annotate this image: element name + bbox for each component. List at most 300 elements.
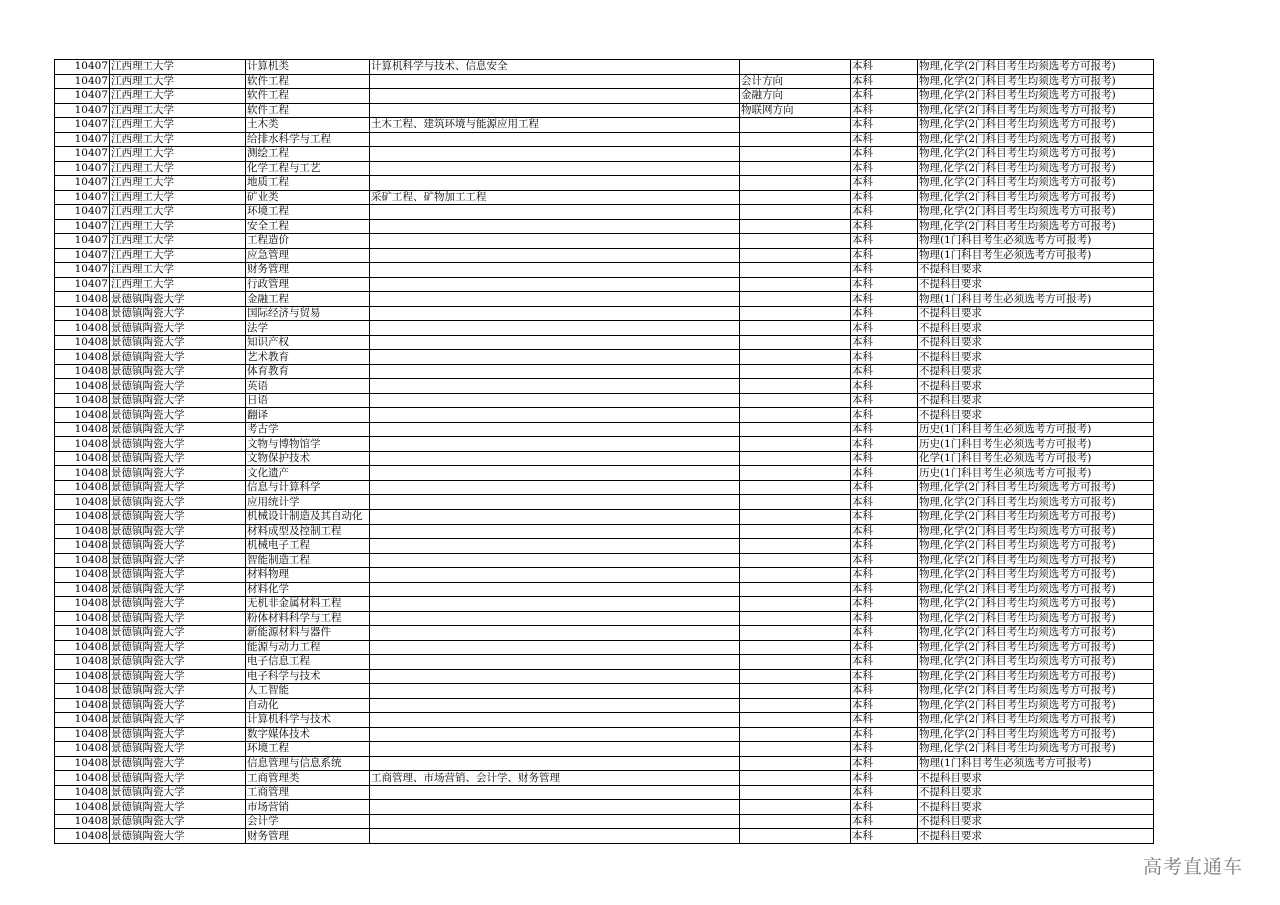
major-cell: 无机非金属材料工程 bbox=[246, 597, 370, 612]
direction-cell bbox=[740, 176, 851, 191]
included-majors-cell bbox=[370, 611, 740, 626]
level-cell: 本科 bbox=[851, 742, 918, 757]
school-name-cell: 景德镇陶瓷大学 bbox=[110, 785, 246, 800]
direction-cell bbox=[740, 306, 851, 321]
included-majors-cell bbox=[370, 800, 740, 815]
school-name-cell: 景德镇陶瓷大学 bbox=[110, 771, 246, 786]
direction-cell bbox=[740, 364, 851, 379]
school-code-cell: 10408 bbox=[55, 524, 110, 539]
included-majors-cell bbox=[370, 350, 740, 365]
table-row bbox=[55, 422, 1154, 437]
included-majors-cell bbox=[370, 205, 740, 220]
subject-requirement-cell: 物理,化学(2门科目考生均须选考方可报考) bbox=[918, 147, 1154, 162]
level-cell: 本科 bbox=[851, 655, 918, 670]
subject-requirement-cell: 物理,化学(2门科目考生均须选考方可报考) bbox=[918, 205, 1154, 220]
table-row bbox=[55, 597, 1154, 612]
school-code-cell: 10408 bbox=[55, 785, 110, 800]
subject-requirement-cell: 不提科目要求 bbox=[918, 335, 1154, 350]
table-row bbox=[55, 176, 1154, 191]
subject-requirement-cell: 不提科目要求 bbox=[918, 393, 1154, 408]
major-cell: 人工智能 bbox=[246, 684, 370, 699]
school-name-cell: 江西理工大学 bbox=[110, 277, 246, 292]
direction-cell bbox=[740, 597, 851, 612]
school-code-cell: 10408 bbox=[55, 393, 110, 408]
school-name-cell: 景德镇陶瓷大学 bbox=[110, 480, 246, 495]
level-cell: 本科 bbox=[851, 292, 918, 307]
school-name-cell: 景德镇陶瓷大学 bbox=[110, 335, 246, 350]
direction-cell bbox=[740, 626, 851, 641]
school-code-cell: 10407 bbox=[55, 103, 110, 118]
major-cell: 自动化 bbox=[246, 698, 370, 713]
subject-requirement-cell: 物理,化学(2门科目考生均须选考方可报考) bbox=[918, 655, 1154, 670]
direction-cell bbox=[740, 147, 851, 162]
school-name-cell: 景德镇陶瓷大学 bbox=[110, 466, 246, 481]
included-majors-cell bbox=[370, 379, 740, 394]
table-row bbox=[55, 785, 1154, 800]
direction-cell bbox=[740, 292, 851, 307]
subject-requirement-cell: 不提科目要求 bbox=[918, 321, 1154, 336]
direction-cell bbox=[740, 655, 851, 670]
subject-requirement-cell: 物理,化学(2门科目考生均须选考方可报考) bbox=[918, 60, 1154, 75]
level-cell: 本科 bbox=[851, 495, 918, 510]
table-row bbox=[55, 553, 1154, 568]
school-code-cell: 10407 bbox=[55, 248, 110, 263]
major-cell: 给排水科学与工程 bbox=[246, 132, 370, 147]
subject-requirement-cell: 不提科目要求 bbox=[918, 771, 1154, 786]
school-code-cell: 10408 bbox=[55, 422, 110, 437]
school-code-cell: 10408 bbox=[55, 713, 110, 728]
included-majors-cell bbox=[370, 814, 740, 829]
level-cell: 本科 bbox=[851, 698, 918, 713]
school-code-cell: 10407 bbox=[55, 277, 110, 292]
major-cell: 会计学 bbox=[246, 814, 370, 829]
school-code-cell: 10408 bbox=[55, 742, 110, 757]
major-cell: 地质工程 bbox=[246, 176, 370, 191]
table-row bbox=[55, 263, 1154, 278]
included-majors-cell bbox=[370, 756, 740, 771]
table-row bbox=[55, 727, 1154, 742]
school-code-cell: 10408 bbox=[55, 684, 110, 699]
major-cell: 财务管理 bbox=[246, 829, 370, 844]
level-cell: 本科 bbox=[851, 89, 918, 104]
level-cell: 本科 bbox=[851, 234, 918, 249]
subject-requirement-cell: 物理,化学(2门科目考生均须选考方可报考) bbox=[918, 611, 1154, 626]
major-cell: 文物保护技术 bbox=[246, 451, 370, 466]
school-code-cell: 10408 bbox=[55, 451, 110, 466]
school-code-cell: 10407 bbox=[55, 161, 110, 176]
included-majors-cell bbox=[370, 698, 740, 713]
major-cell: 财务管理 bbox=[246, 263, 370, 278]
table-row bbox=[55, 393, 1154, 408]
subject-requirement-cell: 物理(1门科目考生必须选考方可报考) bbox=[918, 756, 1154, 771]
table-row bbox=[55, 626, 1154, 641]
school-code-cell: 10408 bbox=[55, 829, 110, 844]
school-name-cell: 江西理工大学 bbox=[110, 234, 246, 249]
school-code-cell: 10407 bbox=[55, 89, 110, 104]
school-code-cell: 10408 bbox=[55, 539, 110, 554]
direction-cell bbox=[740, 437, 851, 452]
table-row bbox=[55, 655, 1154, 670]
direction-cell: 会计方向 bbox=[740, 74, 851, 89]
subject-requirement-cell: 物理,化学(2门科目考生均须选考方可报考) bbox=[918, 568, 1154, 583]
subject-requirement-cell: 物理,化学(2门科目考生均须选考方可报考) bbox=[918, 524, 1154, 539]
school-name-cell: 江西理工大学 bbox=[110, 219, 246, 234]
table-row bbox=[55, 669, 1154, 684]
school-name-cell: 景德镇陶瓷大学 bbox=[110, 611, 246, 626]
direction-cell bbox=[740, 263, 851, 278]
included-majors-cell bbox=[370, 335, 740, 350]
major-cell: 考古学 bbox=[246, 422, 370, 437]
major-cell: 数字媒体技术 bbox=[246, 727, 370, 742]
included-majors-cell bbox=[370, 234, 740, 249]
school-name-cell: 江西理工大学 bbox=[110, 205, 246, 220]
level-cell: 本科 bbox=[851, 60, 918, 75]
direction-cell bbox=[740, 335, 851, 350]
school-name-cell: 景德镇陶瓷大学 bbox=[110, 568, 246, 583]
subject-requirement-cell: 不提科目要求 bbox=[918, 277, 1154, 292]
subject-requirement-cell: 不提科目要求 bbox=[918, 364, 1154, 379]
table-row bbox=[55, 814, 1154, 829]
direction-cell bbox=[740, 408, 851, 423]
school-name-cell: 景德镇陶瓷大学 bbox=[110, 698, 246, 713]
direction-cell bbox=[740, 350, 851, 365]
level-cell: 本科 bbox=[851, 306, 918, 321]
school-code-cell: 10408 bbox=[55, 408, 110, 423]
direction-cell bbox=[740, 480, 851, 495]
major-cell: 智能制造工程 bbox=[246, 553, 370, 568]
major-cell: 翻译 bbox=[246, 408, 370, 423]
school-name-cell: 景德镇陶瓷大学 bbox=[110, 509, 246, 524]
direction-cell bbox=[740, 379, 851, 394]
subject-requirement-cell: 物理,化学(2门科目考生均须选考方可报考) bbox=[918, 219, 1154, 234]
direction-cell bbox=[740, 118, 851, 133]
direction-cell bbox=[740, 524, 851, 539]
direction-cell bbox=[740, 829, 851, 844]
included-majors-cell bbox=[370, 727, 740, 742]
enrollment-table bbox=[54, 59, 1154, 844]
included-majors-cell bbox=[370, 74, 740, 89]
level-cell: 本科 bbox=[851, 800, 918, 815]
major-cell: 软件工程 bbox=[246, 89, 370, 104]
major-cell: 软件工程 bbox=[246, 103, 370, 118]
included-majors-cell bbox=[370, 321, 740, 336]
included-majors-cell bbox=[370, 292, 740, 307]
included-majors-cell: 土木工程、建筑环境与能源应用工程 bbox=[370, 118, 740, 133]
direction-cell bbox=[740, 277, 851, 292]
table-row bbox=[55, 103, 1154, 118]
school-code-cell: 10408 bbox=[55, 626, 110, 641]
major-cell: 体育教育 bbox=[246, 364, 370, 379]
included-majors-cell bbox=[370, 219, 740, 234]
subject-requirement-cell: 物理(1门科目考生必须选考方可报考) bbox=[918, 248, 1154, 263]
table-row bbox=[55, 60, 1154, 75]
direction-cell bbox=[740, 684, 851, 699]
school-code-cell: 10408 bbox=[55, 568, 110, 583]
school-name-cell: 景德镇陶瓷大学 bbox=[110, 640, 246, 655]
school-code-cell: 10408 bbox=[55, 480, 110, 495]
level-cell: 本科 bbox=[851, 364, 918, 379]
major-cell: 矿业类 bbox=[246, 190, 370, 205]
level-cell: 本科 bbox=[851, 321, 918, 336]
subject-requirement-cell: 物理,化学(2门科目考生均须选考方可报考) bbox=[918, 118, 1154, 133]
school-code-cell: 10407 bbox=[55, 74, 110, 89]
subject-requirement-cell: 物理,化学(2门科目考生均须选考方可报考) bbox=[918, 727, 1154, 742]
level-cell: 本科 bbox=[851, 248, 918, 263]
major-cell: 软件工程 bbox=[246, 74, 370, 89]
subject-requirement-cell: 不提科目要求 bbox=[918, 306, 1154, 321]
major-cell: 化学工程与工艺 bbox=[246, 161, 370, 176]
included-majors-cell bbox=[370, 176, 740, 191]
direction-cell bbox=[740, 466, 851, 481]
included-majors-cell bbox=[370, 466, 740, 481]
school-name-cell: 景德镇陶瓷大学 bbox=[110, 539, 246, 554]
school-code-cell: 10408 bbox=[55, 727, 110, 742]
subject-requirement-cell: 物理(1门科目考生必须选考方可报考) bbox=[918, 234, 1154, 249]
major-cell: 计算机类 bbox=[246, 60, 370, 75]
level-cell: 本科 bbox=[851, 756, 918, 771]
direction-cell bbox=[740, 495, 851, 510]
level-cell: 本科 bbox=[851, 466, 918, 481]
level-cell: 本科 bbox=[851, 393, 918, 408]
school-code-cell: 10408 bbox=[55, 335, 110, 350]
direction-cell bbox=[740, 756, 851, 771]
level-cell: 本科 bbox=[851, 684, 918, 699]
major-cell: 计算机科学与技术 bbox=[246, 713, 370, 728]
included-majors-cell bbox=[370, 263, 740, 278]
level-cell: 本科 bbox=[851, 350, 918, 365]
level-cell: 本科 bbox=[851, 626, 918, 641]
direction-cell bbox=[740, 161, 851, 176]
table-row bbox=[55, 132, 1154, 147]
major-cell: 电子信息工程 bbox=[246, 655, 370, 670]
major-cell: 环境工程 bbox=[246, 205, 370, 220]
school-code-cell: 10407 bbox=[55, 147, 110, 162]
level-cell: 本科 bbox=[851, 669, 918, 684]
direction-cell bbox=[740, 742, 851, 757]
school-name-cell: 景德镇陶瓷大学 bbox=[110, 597, 246, 612]
major-cell: 文化遗产 bbox=[246, 466, 370, 481]
major-cell: 粉体材料科学与工程 bbox=[246, 611, 370, 626]
school-name-cell: 景德镇陶瓷大学 bbox=[110, 713, 246, 728]
school-name-cell: 景德镇陶瓷大学 bbox=[110, 292, 246, 307]
level-cell: 本科 bbox=[851, 161, 918, 176]
school-name-cell: 景德镇陶瓷大学 bbox=[110, 829, 246, 844]
school-code-cell: 10407 bbox=[55, 60, 110, 75]
school-name-cell: 江西理工大学 bbox=[110, 161, 246, 176]
direction-cell bbox=[740, 451, 851, 466]
level-cell: 本科 bbox=[851, 814, 918, 829]
direction-cell: 金融方向 bbox=[740, 89, 851, 104]
level-cell: 本科 bbox=[851, 727, 918, 742]
school-code-cell: 10408 bbox=[55, 553, 110, 568]
included-majors-cell bbox=[370, 480, 740, 495]
included-majors-cell bbox=[370, 684, 740, 699]
table-row bbox=[55, 509, 1154, 524]
direction-cell bbox=[740, 219, 851, 234]
school-code-cell: 10407 bbox=[55, 263, 110, 278]
included-majors-cell bbox=[370, 524, 740, 539]
subject-requirement-cell: 不提科目要求 bbox=[918, 785, 1154, 800]
school-name-cell: 景德镇陶瓷大学 bbox=[110, 742, 246, 757]
table-row bbox=[55, 495, 1154, 510]
school-name-cell: 景德镇陶瓷大学 bbox=[110, 553, 246, 568]
table-row bbox=[55, 161, 1154, 176]
direction-cell bbox=[740, 582, 851, 597]
included-majors-cell bbox=[370, 437, 740, 452]
level-cell: 本科 bbox=[851, 74, 918, 89]
major-cell: 新能源材料与器件 bbox=[246, 626, 370, 641]
major-cell: 材料化学 bbox=[246, 582, 370, 597]
table-row bbox=[55, 466, 1154, 481]
level-cell: 本科 bbox=[851, 132, 918, 147]
school-code-cell: 10408 bbox=[55, 640, 110, 655]
school-name-cell: 景德镇陶瓷大学 bbox=[110, 727, 246, 742]
school-name-cell: 景德镇陶瓷大学 bbox=[110, 814, 246, 829]
included-majors-cell bbox=[370, 161, 740, 176]
level-cell: 本科 bbox=[851, 568, 918, 583]
direction-cell bbox=[740, 669, 851, 684]
table-row bbox=[55, 118, 1154, 133]
school-name-cell: 景德镇陶瓷大学 bbox=[110, 756, 246, 771]
major-cell: 测绘工程 bbox=[246, 147, 370, 162]
included-majors-cell: 计算机科学与技术、信息安全 bbox=[370, 60, 740, 75]
school-code-cell: 10408 bbox=[55, 771, 110, 786]
school-code-cell: 10408 bbox=[55, 321, 110, 336]
included-majors-cell bbox=[370, 393, 740, 408]
level-cell: 本科 bbox=[851, 379, 918, 394]
school-code-cell: 10408 bbox=[55, 292, 110, 307]
major-cell: 日语 bbox=[246, 393, 370, 408]
direction-cell bbox=[740, 785, 851, 800]
included-majors-cell bbox=[370, 147, 740, 162]
table-row bbox=[55, 611, 1154, 626]
school-code-cell: 10407 bbox=[55, 234, 110, 249]
direction-cell bbox=[740, 553, 851, 568]
major-cell: 金融工程 bbox=[246, 292, 370, 307]
school-name-cell: 江西理工大学 bbox=[110, 190, 246, 205]
direction-cell bbox=[740, 611, 851, 626]
subject-requirement-cell: 物理,化学(2门科目考生均须选考方可报考) bbox=[918, 597, 1154, 612]
included-majors-cell bbox=[370, 597, 740, 612]
school-name-cell: 江西理工大学 bbox=[110, 74, 246, 89]
subject-requirement-cell: 物理,化学(2门科目考生均须选考方可报考) bbox=[918, 582, 1154, 597]
direction-cell bbox=[740, 422, 851, 437]
major-cell: 应急管理 bbox=[246, 248, 370, 263]
direction-cell bbox=[740, 60, 851, 75]
subject-requirement-cell: 历史(1门科目考生必须选考方可报考) bbox=[918, 437, 1154, 452]
school-name-cell: 江西理工大学 bbox=[110, 263, 246, 278]
included-majors-cell bbox=[370, 640, 740, 655]
included-majors-cell bbox=[370, 669, 740, 684]
school-name-cell: 江西理工大学 bbox=[110, 60, 246, 75]
major-cell: 法学 bbox=[246, 321, 370, 336]
table-row bbox=[55, 219, 1154, 234]
subject-requirement-cell: 不提科目要求 bbox=[918, 350, 1154, 365]
school-code-cell: 10407 bbox=[55, 205, 110, 220]
table-row bbox=[55, 713, 1154, 728]
table-row bbox=[55, 829, 1154, 844]
subject-requirement-cell: 不提科目要求 bbox=[918, 800, 1154, 815]
major-cell: 安全工程 bbox=[246, 219, 370, 234]
major-cell: 国际经济与贸易 bbox=[246, 306, 370, 321]
major-cell: 知识产权 bbox=[246, 335, 370, 350]
subject-requirement-cell: 物理,化学(2门科目考生均须选考方可报考) bbox=[918, 161, 1154, 176]
major-cell: 机械电子工程 bbox=[246, 539, 370, 554]
school-code-cell: 10408 bbox=[55, 814, 110, 829]
table-row bbox=[55, 234, 1154, 249]
table-row bbox=[55, 582, 1154, 597]
major-cell: 艺术教育 bbox=[246, 350, 370, 365]
level-cell: 本科 bbox=[851, 524, 918, 539]
table-row bbox=[55, 306, 1154, 321]
table-row bbox=[55, 742, 1154, 757]
level-cell: 本科 bbox=[851, 713, 918, 728]
subject-requirement-cell: 物理,化学(2门科目考生均须选考方可报考) bbox=[918, 495, 1154, 510]
included-majors-cell bbox=[370, 422, 740, 437]
table-row bbox=[55, 364, 1154, 379]
school-code-cell: 10408 bbox=[55, 597, 110, 612]
included-majors-cell bbox=[370, 713, 740, 728]
school-name-cell: 江西理工大学 bbox=[110, 176, 246, 191]
direction-cell bbox=[740, 393, 851, 408]
table-row bbox=[55, 698, 1154, 713]
table-body bbox=[55, 60, 1154, 844]
major-cell: 电子科学与技术 bbox=[246, 669, 370, 684]
subject-requirement-cell: 物理,化学(2门科目考生均须选考方可报考) bbox=[918, 669, 1154, 684]
table-row bbox=[55, 321, 1154, 336]
subject-requirement-cell: 历史(1门科目考生必须选考方可报考) bbox=[918, 466, 1154, 481]
subject-requirement-cell: 物理,化学(2门科目考生均须选考方可报考) bbox=[918, 190, 1154, 205]
subject-requirement-cell: 物理,化学(2门科目考生均须选考方可报考) bbox=[918, 89, 1154, 104]
direction-cell: 物联网方向 bbox=[740, 103, 851, 118]
table-row bbox=[55, 408, 1154, 423]
included-majors-cell bbox=[370, 509, 740, 524]
school-code-cell: 10408 bbox=[55, 350, 110, 365]
level-cell: 本科 bbox=[851, 553, 918, 568]
school-code-cell: 10407 bbox=[55, 118, 110, 133]
school-code-cell: 10407 bbox=[55, 190, 110, 205]
school-code-cell: 10408 bbox=[55, 655, 110, 670]
included-majors-cell: 采矿工程、矿物加工工程 bbox=[370, 190, 740, 205]
school-name-cell: 景德镇陶瓷大学 bbox=[110, 800, 246, 815]
school-name-cell: 江西理工大学 bbox=[110, 103, 246, 118]
direction-cell bbox=[740, 640, 851, 655]
table-row bbox=[55, 205, 1154, 220]
level-cell: 本科 bbox=[851, 611, 918, 626]
table-row bbox=[55, 756, 1154, 771]
subject-requirement-cell: 物理,化学(2门科目考生均须选考方可报考) bbox=[918, 480, 1154, 495]
subject-requirement-cell: 不提科目要求 bbox=[918, 263, 1154, 278]
major-cell: 工商管理 bbox=[246, 785, 370, 800]
table-row bbox=[55, 277, 1154, 292]
table-row bbox=[55, 190, 1154, 205]
direction-cell bbox=[740, 205, 851, 220]
included-majors-cell bbox=[370, 248, 740, 263]
included-majors-cell bbox=[370, 89, 740, 104]
school-code-cell: 10408 bbox=[55, 437, 110, 452]
school-name-cell: 景德镇陶瓷大学 bbox=[110, 321, 246, 336]
direction-cell bbox=[740, 727, 851, 742]
direction-cell bbox=[740, 800, 851, 815]
direction-cell bbox=[740, 713, 851, 728]
school-code-cell: 10408 bbox=[55, 364, 110, 379]
school-name-cell: 景德镇陶瓷大学 bbox=[110, 306, 246, 321]
included-majors-cell bbox=[370, 132, 740, 147]
table-row bbox=[55, 684, 1154, 699]
direction-cell bbox=[740, 771, 851, 786]
level-cell: 本科 bbox=[851, 205, 918, 220]
subject-requirement-cell: 物理,化学(2门科目考生均须选考方可报考) bbox=[918, 132, 1154, 147]
